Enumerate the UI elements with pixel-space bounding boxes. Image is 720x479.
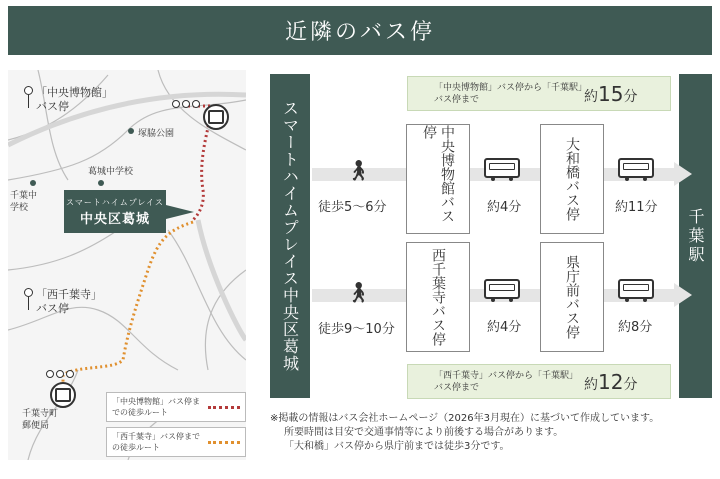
bus-icon-nishi: [50, 382, 76, 408]
note-3: 「大和橋」バス停から県庁前までは徒歩3分です。: [284, 441, 510, 452]
school1-label: 葛城中学校: [88, 167, 134, 177]
route1-bus1-time: 約4分: [487, 200, 522, 215]
summary-top: 「中央博物館」バス停から「千葉駅」バス停まで 約15分: [407, 76, 671, 111]
area-map: [8, 70, 246, 460]
park-label: 塚脇公園: [138, 129, 175, 139]
route1-stop-a: 中央博物館バス停: [406, 124, 470, 234]
map-legend: [106, 392, 246, 460]
route2-stop-a: 西千葉寺バス停: [406, 242, 470, 352]
school2-label: 千葉中学校: [10, 191, 38, 213]
map-stop-chuo: 「中央博物館」 バス停: [24, 86, 113, 114]
footnotes: [270, 412, 720, 454]
bus-icon-route1-2: [618, 158, 654, 178]
home-pointer: [166, 205, 194, 219]
bus-stop-marker-nishi: [46, 370, 74, 378]
route2-bus1-time: 約4分: [487, 320, 522, 335]
route1-bus2-time: 約11分: [615, 200, 658, 215]
route1-walk-time: 徒歩5～6分: [318, 200, 387, 215]
note-2: 所要時間は目安で交通事情等により前後する場合があります。: [284, 427, 564, 438]
walk-icon-2: 🚶︎: [346, 280, 372, 304]
route2-bus2-time: 約8分: [618, 320, 653, 335]
home-label: スマートハイムプレイス 中央区葛城: [64, 190, 166, 233]
bus-stop-marker-chuo: [172, 100, 200, 108]
summary-bottom-time: 約12分: [584, 369, 638, 394]
note-1: ※掲載の情報はバス会社ホームページ（2026年3月現在）に基づいて作成しています。: [270, 413, 660, 424]
legend-line-nishi: [208, 441, 240, 444]
route1-stop-b: 大和橋バス停: [540, 124, 604, 234]
destination-column: 千葉駅: [679, 74, 712, 398]
school1-dot: [98, 180, 104, 186]
bus-icon: [203, 104, 229, 130]
bus-icon-route2-2: [618, 279, 654, 299]
bus-icon-route2-1: [484, 279, 520, 299]
route2-stop-b: 県庁前バス停: [540, 242, 604, 352]
walk-icon: 🚶︎: [346, 158, 372, 182]
legend-line-chuo: [208, 406, 240, 409]
summary-bottom: 「西千葉寺」バス停から「千葉駅」バス停まで 約12分: [407, 364, 671, 399]
page-title: 近隣のバス停: [8, 6, 712, 55]
route2-walk-time: 徒歩9～10分: [318, 322, 395, 337]
park-dot: [128, 128, 134, 134]
legend-item-nishi: 「西千葉寺」バス停までの徒歩ルート: [106, 427, 246, 457]
home-column: スマートハイムプレイス中央区葛城: [270, 74, 310, 398]
summary-top-time: 約15分: [584, 81, 638, 106]
legend-item-chuo: 「中央博物館」バス停までの徒歩ルート: [106, 392, 246, 422]
map-stop-nishi: 「西千葉寺」 バス停: [24, 288, 102, 316]
post-office-label: 千葉寺町郵便局: [22, 409, 59, 431]
school2-dot: [30, 180, 36, 186]
bus-icon-route1-1: [484, 158, 520, 178]
